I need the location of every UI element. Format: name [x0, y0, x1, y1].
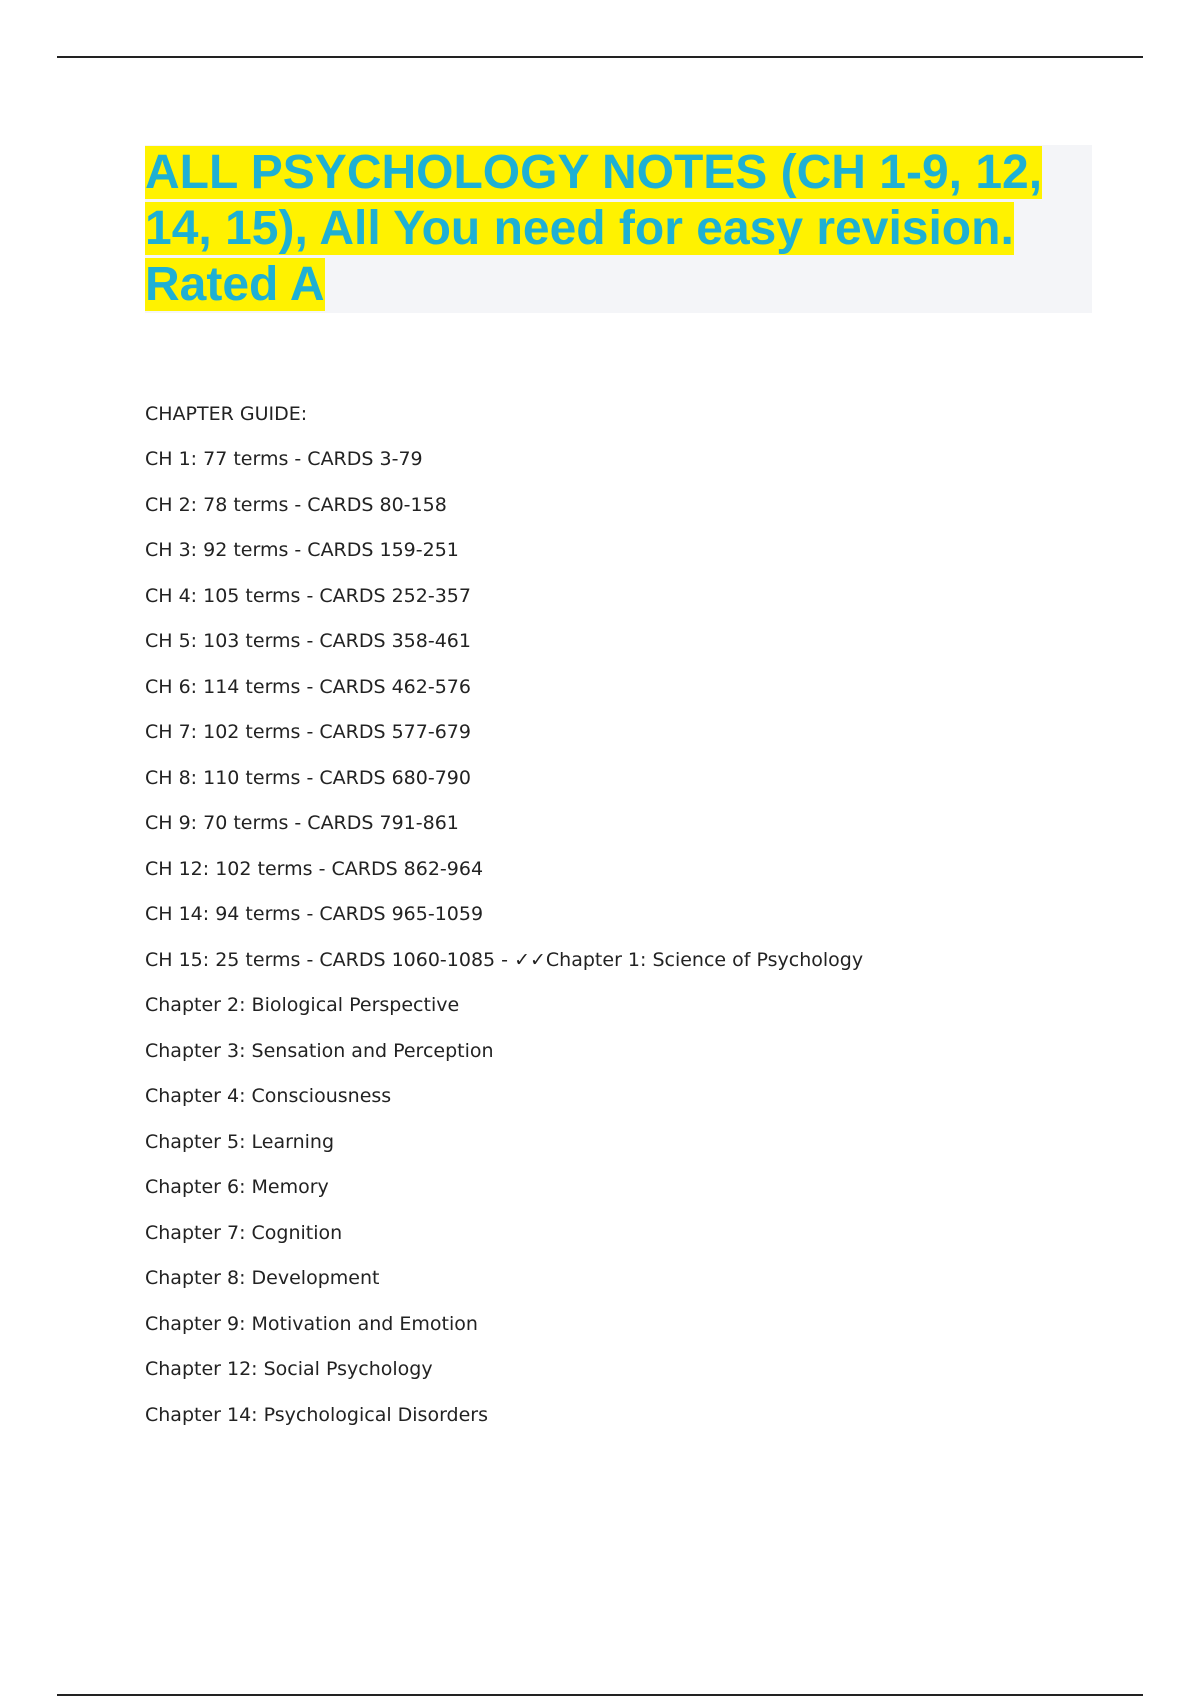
guide-line-ch1: CH 1: 77 terms - CARDS 3-79: [145, 448, 423, 470]
guide-line-ch4: CH 4: 105 terms - CARDS 252-357: [145, 585, 471, 607]
guide-line-ch9: CH 9: 70 terms - CARDS 791-861: [145, 812, 459, 834]
chapter-2-title: Chapter 2: Biological Perspective: [145, 994, 460, 1016]
guide-line-ch6: CH 6: 114 terms - CARDS 462-576: [145, 676, 471, 698]
guide-line-ch2: CH 2: 78 terms - CARDS 80-158: [145, 494, 447, 516]
top-rule: [57, 56, 1143, 58]
chapter-14-title: Chapter 14: Psychological Disorders: [145, 1404, 489, 1426]
document-title: [145, 145, 1092, 313]
title-line-1: ALL PSYCHOLOGY NOTES (CH 1-9, 12,: [145, 146, 1043, 199]
title-line-3: Rated A: [145, 258, 325, 311]
guide-line-ch14: CH 14: 94 terms - CARDS 965-1059: [145, 903, 484, 925]
title-block: [145, 145, 1092, 313]
chapter-9-title: Chapter 9: Motivation and Emotion: [145, 1313, 478, 1335]
bottom-rule: [57, 1694, 1143, 1696]
chapter-6-title: Chapter 6: Memory: [145, 1176, 329, 1198]
guide-line-ch8: CH 8: 110 terms - CARDS 680-790: [145, 767, 471, 789]
chapter-8-title: Chapter 8: Development: [145, 1267, 380, 1289]
guide-line-ch5: CH 5: 103 terms - CARDS 358-461: [145, 630, 471, 652]
chapter-guide-heading: CHAPTER GUIDE:: [145, 403, 308, 425]
guide-line-ch15: CH 15: 25 terms - CARDS 1060-1085 - ✓✓Chapter 1: Science of Psychology: [145, 949, 864, 971]
chapter-3-title: Chapter 3: Sensation and Perception: [145, 1040, 494, 1062]
chapter-12-title: Chapter 12: Social Psychology: [145, 1358, 433, 1380]
guide-line-ch3: CH 3: 92 terms - CARDS 159-251: [145, 539, 459, 561]
guide-line-ch12: CH 12: 102 terms - CARDS 862-964: [145, 858, 484, 880]
chapter-7-title: Chapter 7: Cognition: [145, 1222, 343, 1244]
chapter-4-title: Chapter 4: Consciousness: [145, 1085, 392, 1107]
title-line-2: 14, 15), All You need for easy revision.: [145, 202, 1014, 255]
chapter-5-title: Chapter 5: Learning: [145, 1131, 335, 1153]
guide-line-ch7: CH 7: 102 terms - CARDS 577-679: [145, 721, 471, 743]
